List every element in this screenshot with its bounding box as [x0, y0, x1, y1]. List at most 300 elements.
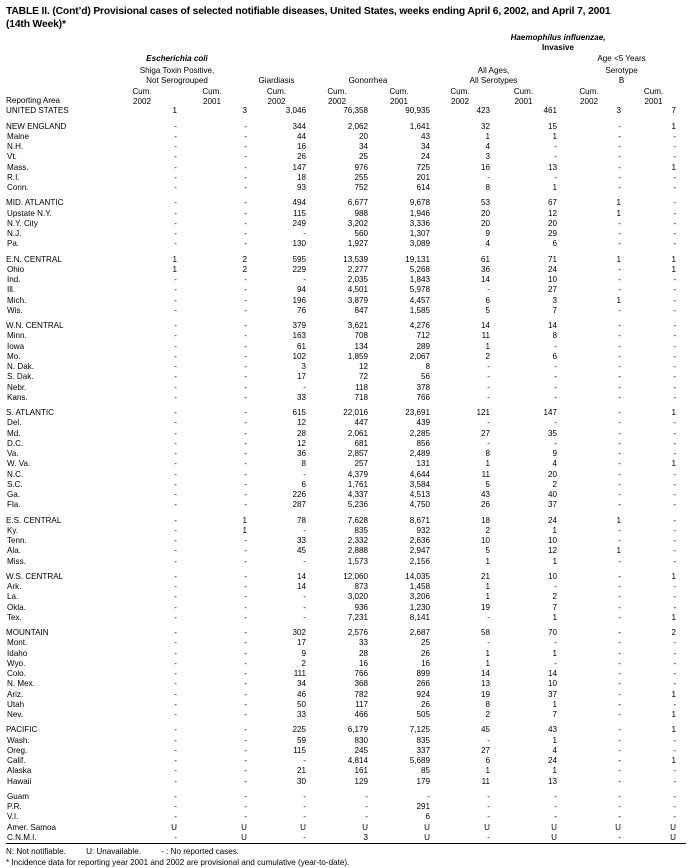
cell-gonorrhea_2002: 129	[354, 776, 368, 786]
table-row	[6, 833, 686, 844]
cell-ecoli_2002: -	[174, 392, 177, 402]
cell-giardiasis_2002: 76	[296, 305, 306, 315]
cell-hflu_b_2002: -	[618, 710, 621, 720]
cell-ecoli_2001: -	[244, 638, 247, 648]
cell-hflu_b_2002: -	[618, 331, 621, 341]
cell-gonorrhea_2001: 924	[416, 689, 430, 699]
cell-hflu_all_2001: -	[554, 418, 557, 428]
cell-gonorrhea_2002: 2,332	[347, 536, 368, 546]
cell-hflu_all_2001: 1	[552, 766, 557, 776]
header-hflu-line1: Haemophilus influenzae,	[510, 33, 606, 43]
cell-ecoli_2002: -	[107, 833, 177, 844]
cell-hflu_all_2002: 2	[485, 351, 490, 361]
cell-hflu_b_2002: -	[618, 341, 621, 351]
cell-gonorrhea_2002: 33	[358, 638, 368, 648]
table-row	[6, 275, 686, 285]
table-row	[6, 265, 686, 275]
table-row	[6, 296, 686, 306]
table-row	[6, 700, 686, 710]
row-area-label: Mass.	[7, 162, 29, 172]
cell-ecoli_2002: -	[174, 275, 177, 285]
cell-hflu_all_2002: 11	[481, 331, 490, 341]
cell-gonorrhea_2001: 16	[420, 658, 430, 668]
cell-hflu_b_2002: -	[618, 152, 621, 162]
cell-hflu_b_2001: -	[673, 341, 677, 351]
row-area-label: PACIFIC	[6, 725, 38, 735]
cell-gonorrhea_2002: 2,035	[347, 275, 368, 285]
cell-gonorrhea_2002: 7,628	[347, 515, 368, 525]
cell-gonorrhea_2002: 447	[354, 418, 368, 428]
cell-ecoli_2002: -	[174, 239, 177, 249]
cell-ecoli_2002: -	[174, 121, 177, 131]
cell-gonorrhea_2001: 2,067	[409, 351, 430, 361]
cell-hflu_b_2001: 2	[671, 628, 677, 638]
table-row	[6, 526, 686, 536]
cell-gonorrhea_2001: 26	[420, 699, 430, 709]
cell-ecoli_2002: -	[174, 459, 177, 469]
cell-gonorrhea_2001: 614	[416, 183, 430, 193]
cell-hflu_all_2002: 13	[480, 679, 490, 689]
cell-hflu_b_2001: -	[673, 285, 677, 295]
row-area-label: S. ATLANTIC	[6, 408, 54, 418]
cell-hflu_all_2001: -	[554, 142, 557, 152]
table-row	[6, 285, 686, 295]
cell-hflu_all_2001: 24	[547, 515, 557, 525]
cell-ecoli_2001: -	[244, 582, 247, 592]
cell-ecoli_2002: -	[174, 725, 177, 735]
cell-giardiasis_2002: 33	[296, 536, 306, 546]
cell-ecoli_2002: -	[174, 229, 177, 239]
cell-ecoli_2002: -	[174, 162, 177, 172]
cell-hflu_all_2002: 1	[485, 648, 490, 658]
row-area-label: Vt.	[7, 152, 17, 162]
cell-hflu_b_2002: -	[618, 408, 621, 418]
cell-hflu_all_2001: 15	[547, 121, 557, 131]
cell-giardiasis_2002: -	[303, 275, 306, 285]
cell-hflu_all_2002: 1	[485, 459, 490, 469]
cell-gonorrhea_2001: 5,689	[409, 756, 430, 766]
cell-hflu_all_2002: -	[487, 392, 490, 402]
cell-giardiasis_2002: 115	[293, 745, 306, 755]
cell-giardiasis_2002: 3,046	[285, 106, 306, 116]
table-row	[6, 638, 686, 648]
header-allages-line2: All Serotypes	[469, 75, 518, 85]
cell-hflu_all_2001: 1	[552, 131, 557, 141]
cell-hflu_all_2002: 14	[480, 321, 490, 331]
cell-hflu_all_2002: 1	[485, 556, 490, 566]
cell-gonorrhea_2002: 257	[354, 459, 368, 469]
table-row	[6, 152, 686, 162]
cell-hflu_b_2002: -	[618, 449, 621, 459]
row-area-label: Va.	[7, 449, 19, 459]
cell-hflu_all_2002: 1	[485, 131, 490, 141]
cell-gonorrhea_2001: 2,947	[409, 546, 430, 556]
footnote-legend: N: Not notifiable. U: Unavailable. - : No reported cases.	[6, 847, 240, 857]
row-area-label: Ga.	[7, 490, 21, 500]
cell-hflu_b_2001: -	[673, 479, 677, 489]
cell-giardiasis_2002: 26	[296, 152, 306, 162]
cell-hflu_b_2002: -	[618, 372, 621, 382]
cell-ecoli_2001: -	[244, 791, 247, 801]
cell-ecoli_2001: 1	[242, 515, 247, 525]
cell-ecoli_2001: -	[244, 438, 247, 448]
cell-ecoli_2002: -	[174, 556, 177, 566]
cell-hflu_b_2002: -	[618, 689, 621, 699]
cell-ecoli_2002: -	[174, 305, 177, 315]
row-area-label: D.C.	[7, 438, 24, 448]
cell-giardiasis_2002: 12	[296, 418, 306, 428]
cell-gonorrhea_2002: 76,358	[343, 106, 368, 116]
cell-giardiasis_2002: 147	[292, 162, 306, 172]
cell-ecoli_2001: -	[244, 689, 247, 699]
table-row	[6, 362, 686, 372]
cell-hflu_b_2002: 1	[616, 546, 621, 556]
cell-gonorrhea_2001: 766	[416, 392, 430, 402]
cell-hflu_b_2002: -	[618, 638, 621, 648]
cell-giardiasis_2002: -	[303, 382, 306, 392]
cell-giardiasis_2002: 8	[301, 459, 306, 469]
cell-ecoli_2002: -	[174, 172, 177, 182]
cell-hflu_b_2002: -	[618, 745, 621, 755]
cell-gonorrhea_2001: 439	[416, 418, 430, 428]
cell-gonorrhea_2002: 1,761	[347, 479, 368, 489]
cell-hflu_b_2001: 1	[671, 254, 677, 264]
year-label-1: 2002	[132, 96, 151, 106]
cell-hflu_b_2001: -	[673, 699, 677, 709]
cell-ecoli_2001: -	[244, 766, 247, 776]
cell-ecoli_2002: -	[174, 382, 177, 392]
cell-giardiasis_2002: 33	[296, 392, 306, 402]
cell-ecoli_2001: -	[244, 331, 247, 341]
cell-hflu_b_2001: -	[673, 131, 677, 141]
header-period-gonorrhea-2001	[368, 85, 430, 106]
cell-ecoli_2001: -	[244, 490, 247, 500]
cell-hflu_b_2002: -	[618, 612, 621, 622]
cell-gonorrhea_2002: 4,501	[347, 285, 368, 295]
cell-ecoli_2002: U	[171, 822, 177, 832]
cell-giardiasis_2002: -	[303, 756, 306, 766]
cell-hflu_b_2001: 1	[671, 459, 677, 469]
cell-ecoli_2002: -	[174, 571, 177, 581]
row-area-label: UNITED STATES	[6, 106, 69, 116]
cell-giardiasis_2002: -	[303, 612, 306, 622]
cell-ecoli_2002: -	[174, 582, 177, 592]
cell-gonorrhea_2002: 3,879	[347, 295, 368, 305]
cell-hflu_all_2001: 40	[547, 490, 557, 500]
row-area-label: Amer. Samoa	[7, 822, 57, 832]
header-row-subgroup	[6, 52, 686, 63]
cell-hflu_b_2001: -	[673, 500, 677, 510]
cell-ecoli_2001: -	[244, 602, 247, 612]
cell-hflu_b_2001: -	[673, 791, 677, 801]
cell-hflu_all_2002: 423	[476, 106, 490, 116]
header-ecoli-sub-line1: Shiga Toxin Positive,	[139, 66, 215, 76]
cell-hflu_all_2001: 14	[547, 669, 557, 679]
row-area-label: Ill.	[7, 285, 16, 295]
cell-ecoli_2002: -	[174, 648, 177, 658]
table-row	[6, 418, 686, 428]
table-row	[6, 546, 686, 556]
cell-hflu_b_2002: -	[618, 459, 621, 469]
cell-gonorrhea_2002: 2,576	[347, 628, 368, 638]
cell-ecoli_2001: U	[177, 833, 247, 844]
cell-hflu_all_2002: 14	[480, 275, 490, 285]
cell-gonorrhea_2001: 3,336	[409, 218, 430, 228]
cell-hflu_b_2001: -	[673, 812, 677, 822]
cell-hflu_b_2001: -	[673, 295, 677, 305]
cell-hflu_b_2002: -	[618, 556, 621, 566]
row-area-label: Hawaii	[7, 776, 32, 786]
cell-gonorrhea_2002: 766	[354, 669, 368, 679]
title-line-1: TABLE II. (Cont’d) Provisional cases of selected notifiable diseases, United States, weeks ending April 6, 2002, and April 7, 2001	[6, 6, 611, 17]
table-row	[6, 603, 686, 613]
table-row	[6, 756, 686, 766]
cell-hflu_b_2002: -	[618, 679, 621, 689]
cell-hflu_all_2002: -	[487, 791, 490, 801]
cell-ecoli_2002: -	[174, 218, 177, 228]
cell-hflu_all_2001: 1	[552, 612, 557, 622]
cell-ecoli_2002: -	[174, 602, 177, 612]
cell-hflu_b_2002: -	[557, 833, 621, 844]
cell-giardiasis_2002: 302	[292, 628, 306, 638]
cell-hflu_b_2002: 1	[616, 515, 621, 525]
cell-hflu_b_2002: 1	[616, 254, 621, 264]
cell-gonorrhea_2001: 266	[416, 679, 430, 689]
cell-hflu_all_2002: 18	[480, 515, 490, 525]
cell-hflu_b_2002: -	[618, 571, 621, 581]
cell-giardiasis_2002: U	[300, 822, 306, 832]
cell-gonorrhea_2001: 7,125	[409, 725, 430, 735]
cell-hflu_b_2001: -	[673, 592, 677, 602]
row-area-label: Guam	[7, 791, 30, 801]
cell-gonorrhea_2002: 708	[354, 331, 368, 341]
cell-ecoli_2001: -	[244, 218, 247, 228]
cell-hflu_b_2002: -	[618, 321, 621, 331]
cell-ecoli_2001: -	[244, 295, 247, 305]
cell-ecoli_2001: -	[244, 725, 247, 735]
cell-gonorrhea_2002: 368	[354, 679, 368, 689]
cell-hflu_all_2002: 11	[481, 776, 490, 786]
cell-hflu_all_2001: -	[554, 812, 557, 822]
footnote-asterisk: * Incidence data for reporting year 2001 and 2002 are provisional and cumulative (year-to-date).	[6, 857, 350, 867]
cell-gonorrhea_2001: 2,489	[409, 449, 430, 459]
cell-gonorrhea_2002: 835	[354, 525, 368, 535]
cell-hflu_b_2002: -	[618, 536, 621, 546]
cell-hflu_b_2001: -	[673, 321, 677, 331]
cell-giardiasis_2002: 615	[292, 408, 306, 418]
cell-ecoli_2002: -	[174, 735, 177, 745]
cell-hflu_all_2002: 8	[485, 183, 490, 193]
cell-hflu_all_2001: 461	[543, 106, 557, 116]
cell-hflu_all_2002: -	[487, 382, 490, 392]
cell-hflu_all_2001: -	[554, 392, 557, 402]
cell-ecoli_2002: -	[174, 628, 177, 638]
header-spacer-cell	[6, 33, 107, 52]
cell-ecoli_2001: -	[244, 735, 247, 745]
cell-ecoli_2002: -	[174, 479, 177, 489]
cell-hflu_b_2002: -	[618, 628, 621, 638]
cell-hflu_b_2001: -	[673, 602, 677, 612]
cell-gonorrhea_2001: 3,206	[409, 592, 430, 602]
table-row	[6, 408, 686, 418]
cell-hflu_b_2002: -	[618, 275, 621, 285]
row-area-label: MOUNTAIN	[6, 628, 49, 638]
cell-gonorrhea_2002: 25	[358, 152, 368, 162]
table-row	[6, 812, 686, 822]
cell-hflu_all_2002: 5	[485, 479, 490, 489]
table-row	[6, 132, 686, 142]
cell-giardiasis_2002: 229	[292, 264, 306, 274]
cell-hflu_all_2001: -	[554, 372, 557, 382]
cell-hflu_b_2002: -	[618, 648, 621, 658]
cell-hflu_b_2001: U	[621, 833, 686, 844]
cell-hflu_all_2001: 6	[552, 351, 557, 361]
cum-label-1: Cum.	[132, 87, 152, 97]
table-row	[6, 613, 686, 623]
cell-gonorrhea_2002: 873	[354, 582, 368, 592]
table-row	[6, 823, 686, 833]
cell-ecoli_2002: -	[174, 418, 177, 428]
cell-hflu_all_2001: 2	[552, 592, 557, 602]
cell-hflu_b_2002: -	[618, 183, 621, 193]
cell-gonorrhea_2001: 1,946	[409, 208, 430, 218]
cell-ecoli_2002: -	[174, 525, 177, 535]
cell-hflu_all_2001: 29	[547, 229, 557, 239]
table-row	[6, 352, 686, 362]
cell-hflu_all_2001: 4	[552, 745, 557, 755]
cell-giardiasis_2002: 44	[296, 131, 306, 141]
table-row	[6, 557, 686, 567]
cell-hflu_b_2002: 3	[616, 106, 621, 116]
table-row	[6, 679, 686, 689]
cell-ecoli_2002: -	[174, 791, 177, 801]
cell-hflu_b_2001: -	[673, 638, 677, 648]
row-area-label: La.	[7, 592, 19, 602]
cum-label-2: Cum.	[202, 87, 222, 97]
cell-hflu_all_2002: 19	[480, 602, 490, 612]
cell-hflu_all_2002: -	[487, 362, 490, 372]
cell-hflu_b_2002: -	[618, 264, 621, 274]
cell-ecoli_2001: -	[244, 198, 247, 208]
cell-ecoli_2001: -	[244, 500, 247, 510]
cell-hflu_all_2002: -	[487, 612, 490, 622]
row-area-label: Wash.	[7, 735, 30, 745]
cell-hflu_b_2002: -	[618, 802, 621, 812]
cell-ecoli_2001: -	[244, 285, 247, 295]
cell-ecoli_2001: -	[244, 449, 247, 459]
cell-ecoli_2001: -	[244, 776, 247, 786]
cell-hflu_b_2002: -	[618, 229, 621, 239]
cell-hflu_all_2001: 1	[552, 556, 557, 566]
cell-hflu_all_2002: 20	[480, 208, 490, 218]
header-all-ages-all-serotypes	[430, 63, 557, 85]
row-area-label: Iowa	[7, 341, 25, 351]
cell-hflu_all_2002: 9	[485, 229, 490, 239]
cell-giardiasis_2002: 59	[296, 735, 306, 745]
cell-gonorrhea_2001: 34	[420, 142, 430, 152]
cell-gonorrhea_2001: 1,585	[409, 305, 430, 315]
cell-gonorrhea_2001: 378	[416, 382, 430, 392]
cell-hflu_all_2001: 37	[547, 689, 557, 699]
cell-ecoli_2002: -	[174, 142, 177, 152]
cell-ecoli_2001: -	[244, 341, 247, 351]
cell-ecoli_2001: -	[244, 710, 247, 720]
cell-giardiasis_2002: 17	[296, 372, 306, 382]
header-ecoli-subtitle	[107, 63, 247, 85]
cell-giardiasis_2002: 130	[292, 239, 306, 249]
cell-ecoli_2002: -	[174, 428, 177, 438]
row-area-label: Calif.	[7, 756, 26, 766]
cell-hflu_all_2001: 3	[552, 295, 557, 305]
cell-hflu_all_2001: 1	[552, 735, 557, 745]
table-row	[6, 592, 686, 602]
cell-giardiasis_2002: 28	[296, 428, 306, 438]
cell-gonorrhea_2002: 466	[354, 710, 368, 720]
cell-gonorrhea_2002: 118	[355, 382, 368, 392]
cell-ecoli_2001: -	[244, 536, 247, 546]
cell-hflu_b_2002: -	[618, 756, 621, 766]
cell-hflu_b_2001: -	[673, 351, 677, 361]
cum-label-6: Cum.	[450, 87, 470, 97]
cell-hflu_all_2002: 43	[480, 490, 490, 500]
cell-hflu_all_2002: 5	[485, 305, 490, 315]
cell-ecoli_2001: -	[244, 152, 247, 162]
cell-hflu_all_2002: 27	[480, 745, 490, 755]
cell-gonorrhea_2001: 2,285	[409, 428, 430, 438]
cell-hflu_b_2002: -	[618, 766, 621, 776]
cell-ecoli_2001: -	[244, 612, 247, 622]
table-row	[6, 331, 686, 341]
row-area-label: MID. ATLANTIC	[6, 198, 64, 208]
table-row	[6, 321, 686, 331]
cell-hflu_b_2002: -	[618, 305, 621, 315]
table-row	[6, 628, 686, 638]
cell-hflu_b_2001: -	[673, 418, 677, 428]
cell-hflu_all_2001: 1	[552, 183, 557, 193]
row-area-label: Tex.	[7, 612, 22, 622]
cell-ecoli_2001: -	[244, 669, 247, 679]
cell-ecoli_2001: -	[244, 382, 247, 392]
cell-hflu_b_2001: -	[673, 208, 677, 218]
header-spacer-cell-3	[6, 63, 107, 85]
cell-hflu_all_2002: 1	[485, 766, 490, 776]
cell-giardiasis_2002: 78	[296, 515, 306, 525]
cell-hflu_all_2001: 1	[552, 699, 557, 709]
cell-hflu_b_2001: -	[673, 218, 677, 228]
table-row	[6, 439, 686, 449]
cell-gonorrhea_2002: 2,062	[347, 121, 368, 131]
cell-ecoli_2001: -	[244, 679, 247, 689]
cell-gonorrhea_2002: 161	[354, 766, 368, 776]
row-area-label: Mich.	[7, 295, 27, 305]
table-row	[6, 173, 686, 183]
header-serotype-b	[557, 63, 686, 85]
cell-hflu_b_2001: -	[673, 331, 677, 341]
cell-hflu_all_2001: -	[554, 638, 557, 648]
cell-hflu_b_2001: -	[673, 735, 677, 745]
cell-hflu_b_2002: -	[618, 602, 621, 612]
header-hflu-group	[430, 33, 686, 52]
cell-giardiasis_2002: 225	[292, 725, 306, 735]
cell-giardiasis_2002: 94	[296, 285, 306, 295]
cell-giardiasis_2002: 2	[301, 658, 306, 668]
cell-gonorrhea_2002: 22,016	[343, 408, 368, 418]
header-row-periods	[6, 85, 686, 106]
cell-hflu_all_2002: -	[487, 812, 490, 822]
row-area-label: Wis.	[7, 305, 23, 315]
cell-gonorrhea_2001: 1,843	[409, 275, 430, 285]
table-row	[6, 429, 686, 439]
